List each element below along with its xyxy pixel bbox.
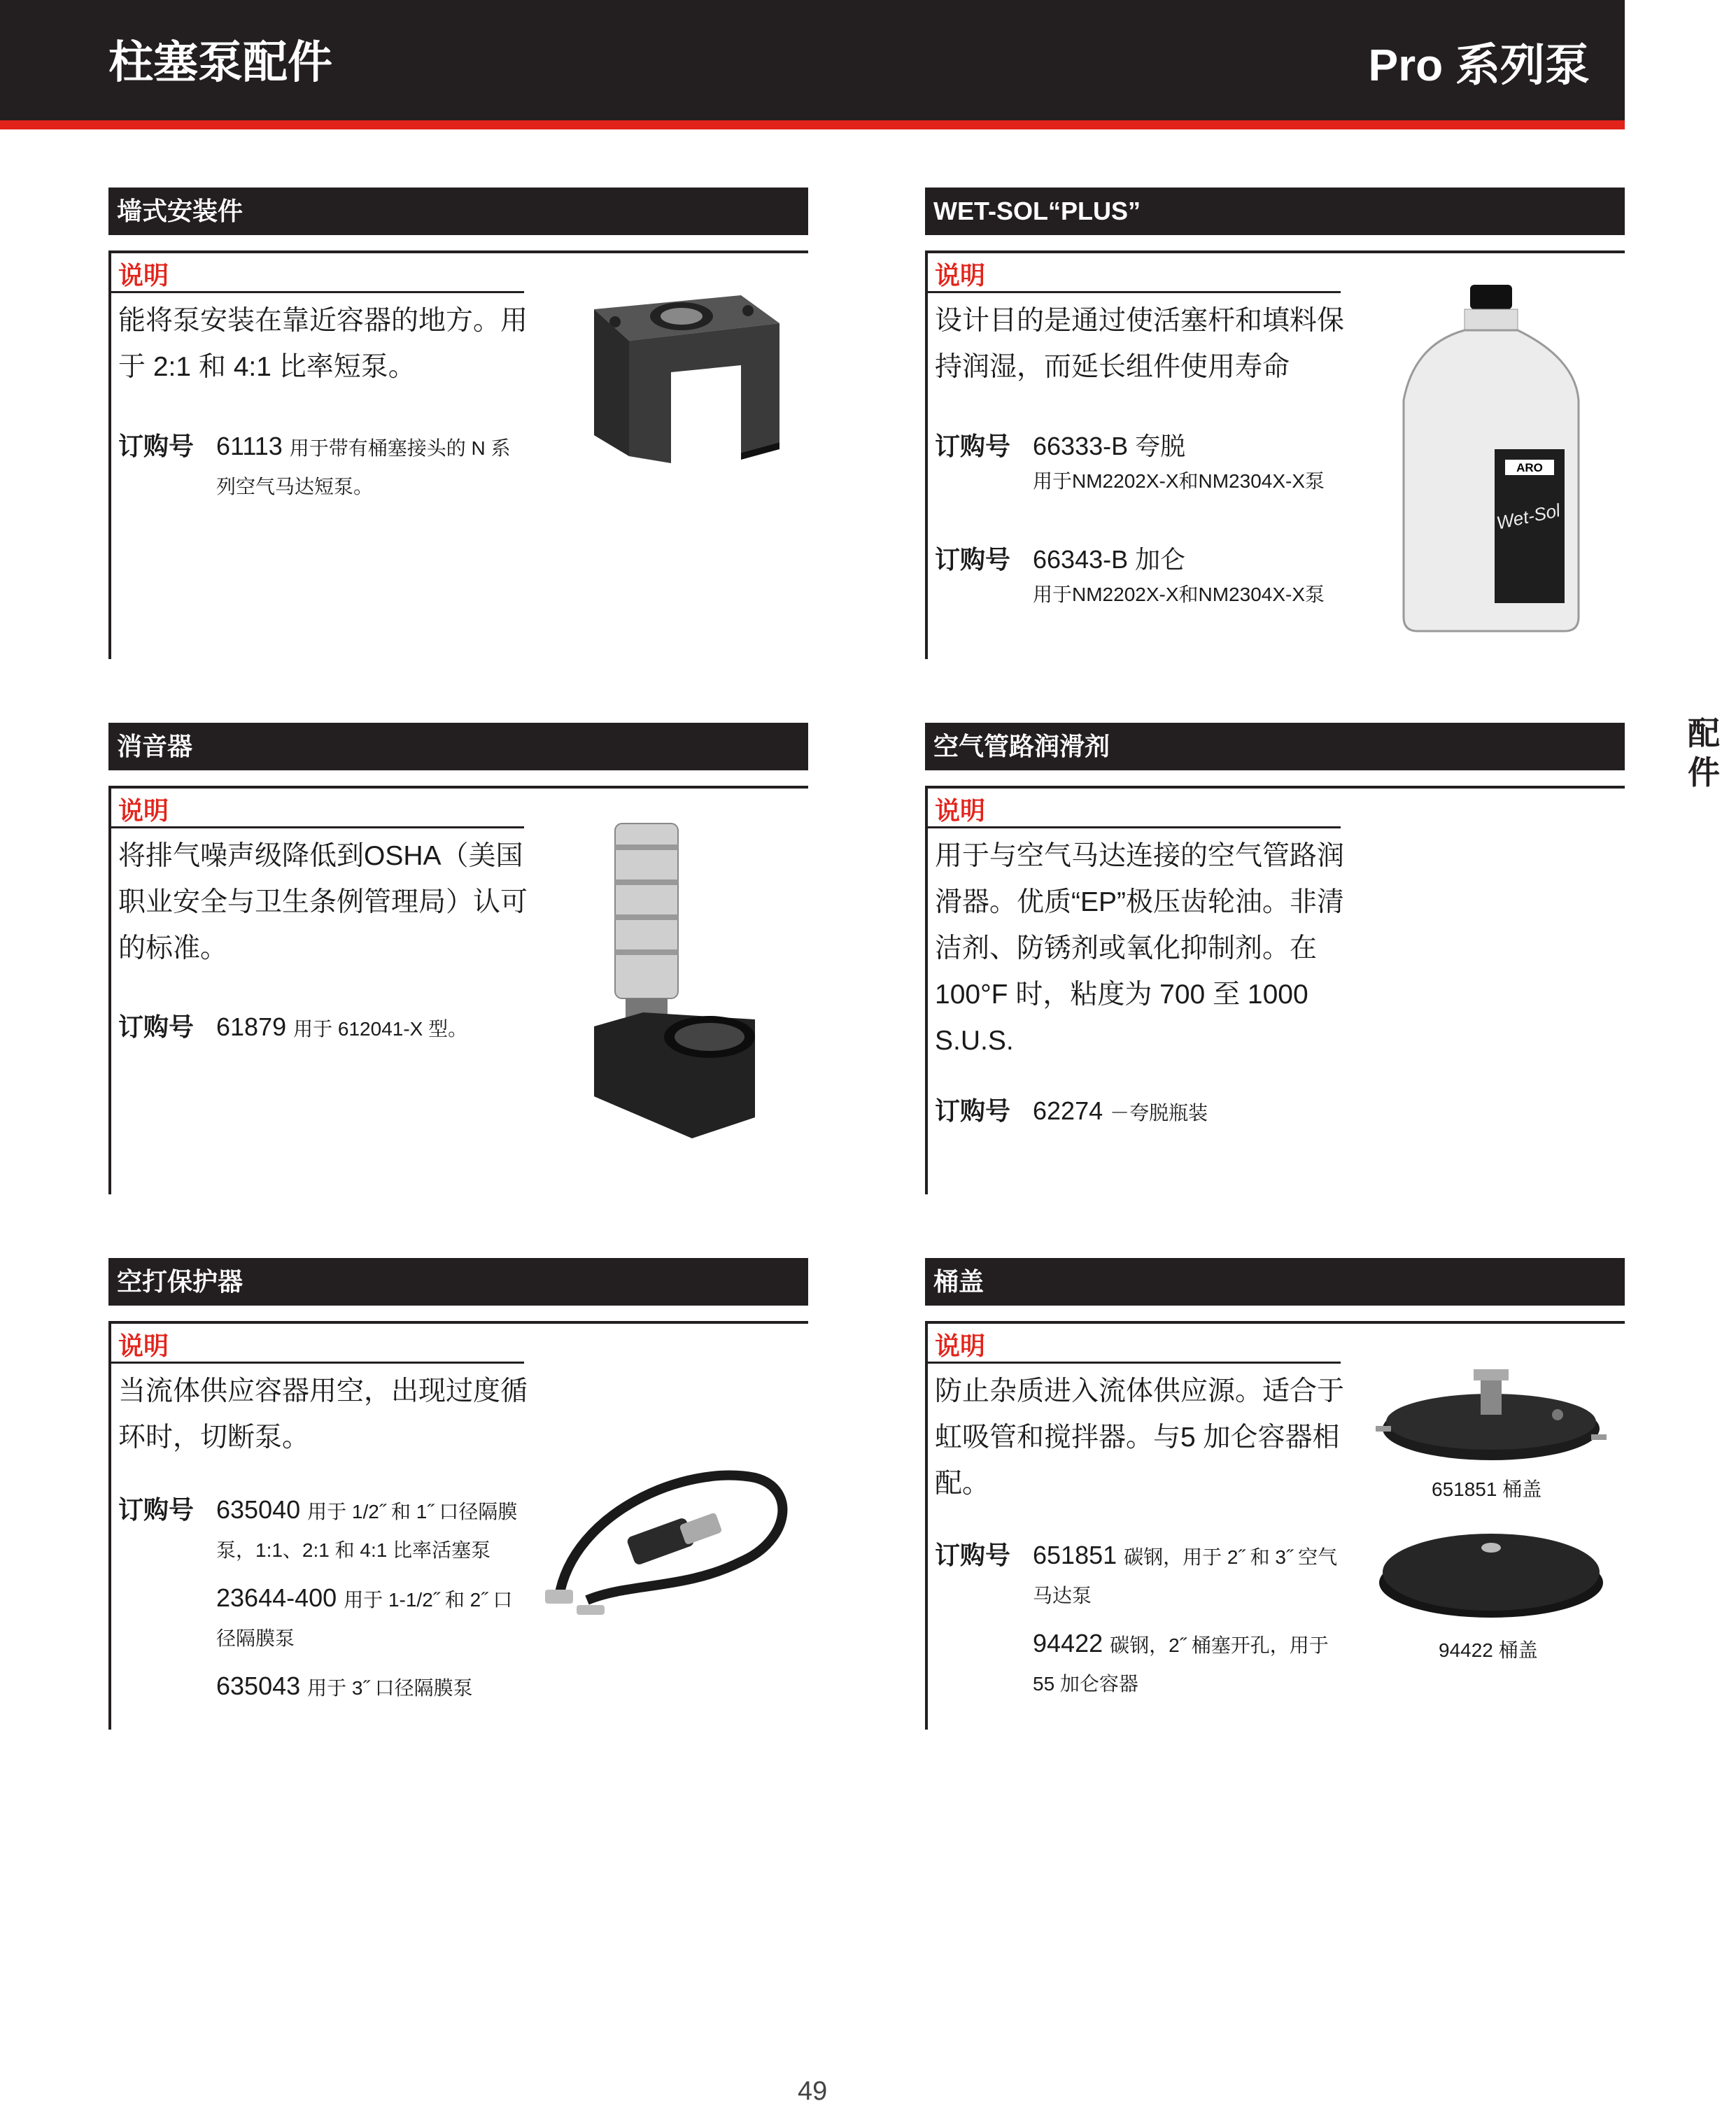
order-label: 订购号 — [935, 1541, 1011, 1569]
order-number: 23644-400 — [216, 1583, 337, 1612]
order-number: 61113 — [216, 432, 283, 460]
description: 设计目的是通过使活塞杆和填料保持润湿，而延长组件使用寿命 — [935, 306, 1345, 382]
section-title: 空打保护器 — [108, 1258, 808, 1306]
section-wet-sol — [925, 188, 1625, 659]
drum-cover-651851-image — [1376, 1366, 1607, 1471]
desc-label: 说明 — [935, 1331, 986, 1360]
order-desc: 用于 612041-X 型。 — [293, 1018, 468, 1040]
section-drum-cover — [925, 1258, 1625, 1730]
order-desc: 用于 1-1/2˝ 和 2˝ 口径隔膜泵 — [216, 1589, 513, 1649]
order-desc: 用于 1/2˝ 和 1˝ 口径隔膜泵，1:1、2:1 和 4:1 比率活塞泵 — [216, 1501, 518, 1561]
section-title: 空气管路润滑剂 — [925, 723, 1625, 770]
order-number: 635040 — [216, 1495, 301, 1524]
page-header — [0, 0, 1625, 120]
wet-sol-jug-image — [1386, 281, 1596, 638]
muffler-image — [587, 817, 783, 1145]
order-number: 61879 — [216, 1012, 287, 1041]
description: 将排气噪声级降低到OSHA（美国职业安全与卫生条例管理局）认可的标准。 — [118, 841, 528, 963]
order-number: 62274 — [1033, 1096, 1103, 1125]
order-number: 66343-B — [1033, 545, 1129, 574]
desc-label: 说明 — [118, 796, 169, 825]
order-label: 订购号 — [935, 1096, 1011, 1125]
section-body — [108, 789, 808, 1194]
order-info — [118, 1492, 524, 1706]
description: 能将泵安装在靠近容器的地方。用于 2:1 和 4:1 比率短泵。 — [118, 306, 528, 382]
order-label: 订购号 — [118, 1495, 195, 1524]
desc-rule — [928, 826, 1341, 828]
section-title: 桶盖 — [925, 1258, 1625, 1306]
section-runaway-valve — [108, 1258, 808, 1730]
order-label: 订购号 — [118, 432, 195, 460]
description: 用于与空气马达连接的空气管路润滑器。优质“EP”极压齿轮油。非清洁剂、防锈剂或氧化抑制剂。在 100°F 时，粘度为 700 至 1000 S.U.S. — [935, 841, 1345, 1056]
order-info-1 — [935, 428, 1341, 498]
desc-label: 说明 — [935, 261, 986, 290]
section-title: WET-SOL“PLUS” — [925, 188, 1625, 235]
order-label: 订购号 — [118, 1012, 195, 1041]
order-desc: 用于NM2202X-X和NM2304X-X泵 — [1033, 470, 1325, 492]
order-unit: 加仑 — [1135, 545, 1186, 574]
order-info — [935, 1093, 1341, 1131]
order-desc: 碳钢，用于 2˝ 和 3˝ 空气马达泵 — [1033, 1546, 1338, 1606]
wall-mount-bracket-image — [531, 274, 797, 491]
order-info — [935, 1537, 1341, 1702]
header-accent-bar — [0, 120, 1625, 129]
order-desc: 用于NM2202X-X和NM2304X-X泵 — [1033, 584, 1325, 605]
desc-rule — [928, 291, 1341, 293]
page-title: 柱塞泵配件 — [108, 37, 332, 87]
section-body — [925, 789, 1625, 1194]
series-title: Pro 系列泵 — [1368, 40, 1590, 90]
order-info — [118, 1009, 524, 1047]
desc-label: 说明 — [118, 261, 169, 290]
jug-label-name: Wet-Sol — [1495, 499, 1562, 534]
order-label: 订购号 — [935, 432, 1011, 460]
section-title: 消音器 — [108, 723, 808, 770]
order-number: 635043 — [216, 1672, 301, 1700]
section-body — [108, 1324, 808, 1730]
desc-rule — [111, 1362, 524, 1364]
jug-label-brand: ARO — [1516, 461, 1543, 474]
runaway-valve-image — [545, 1457, 797, 1618]
page-number: 49 — [798, 2077, 828, 2106]
drum-cover-651851-caption: 651851 桶盖 — [1432, 1478, 1542, 1500]
order-desc: 用于 3˝ 口径隔膜泵 — [307, 1677, 473, 1699]
section-wall-mount — [108, 188, 808, 659]
order-number: 66333-B — [1033, 432, 1129, 460]
order-label: 订购号 — [935, 545, 1011, 574]
section-air-lube — [925, 723, 1625, 1194]
desc-rule — [111, 291, 524, 293]
side-tab: 配件 — [1688, 715, 1720, 791]
desc-label: 说明 — [118, 1331, 169, 1360]
section-body — [108, 253, 808, 659]
section-muffler — [108, 723, 808, 1194]
order-number: 94422 — [1033, 1629, 1103, 1658]
order-number: 651851 — [1033, 1541, 1117, 1569]
order-info-2 — [935, 542, 1341, 612]
section-title: 墙式安装件 — [108, 188, 808, 235]
description: 当流体供应容器用空，出现过度循环时，切断泵。 — [118, 1376, 528, 1453]
order-desc: 用于带有桶塞接头的 N 系列空气马达短泵。 — [216, 437, 511, 497]
desc-label: 说明 — [935, 796, 986, 825]
order-desc: －夸脱瓶装 — [1110, 1102, 1208, 1124]
section-body — [925, 253, 1625, 659]
order-unit: 夸脱 — [1135, 432, 1186, 460]
section-body — [925, 1324, 1625, 1730]
description: 防止杂质进入流体供应源。适合于虹吸管和搅拌器。与5 加仑容器相配。 — [935, 1376, 1345, 1499]
drum-cover-94422-caption: 94422 桶盖 — [1439, 1639, 1538, 1661]
desc-rule — [928, 1362, 1341, 1364]
drum-cover-94422-image — [1376, 1523, 1607, 1628]
order-desc: 碳钢，2˝ 桶塞开孔，用于 55 加仑容器 — [1033, 1634, 1329, 1695]
desc-rule — [111, 826, 524, 828]
order-info — [118, 428, 524, 505]
